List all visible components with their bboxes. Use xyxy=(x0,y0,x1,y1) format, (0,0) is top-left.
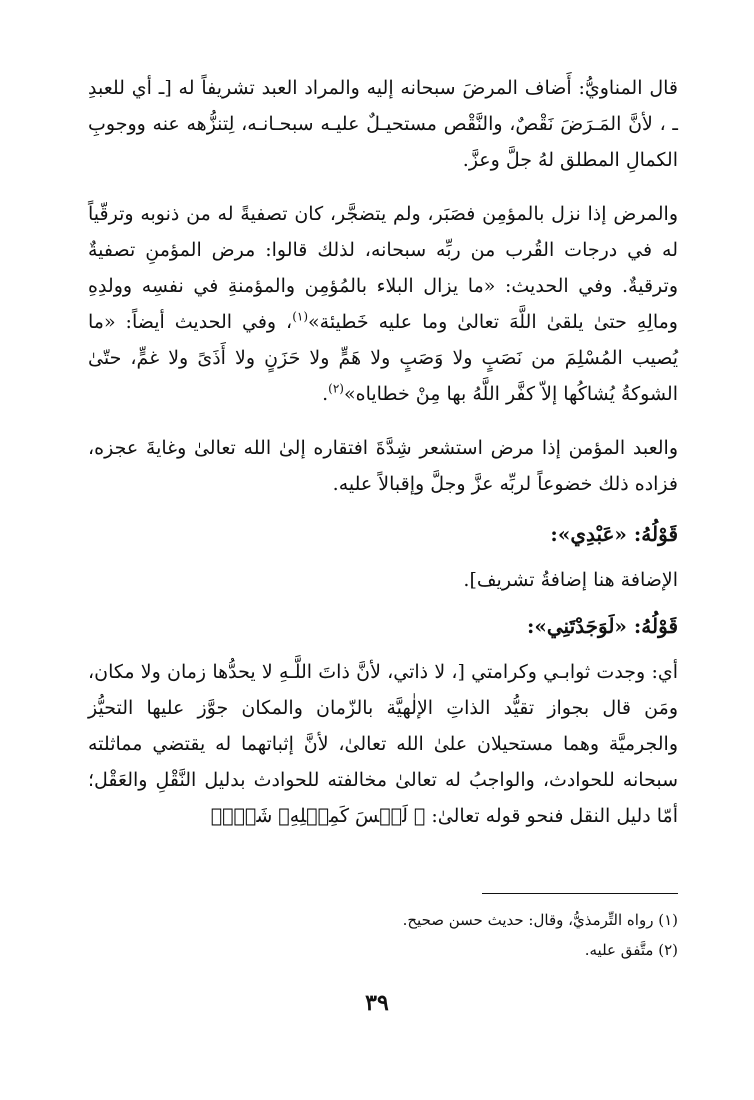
paragraph-2 xyxy=(88,196,678,412)
footnotes xyxy=(88,905,678,965)
heading-lawajadtani-label: قَوْلُهُ: xyxy=(633,614,678,638)
footnote-1-text: رواه التِّرمذيُّ، وقال: حديث حسن صحيح. xyxy=(402,911,654,929)
paragraph-3 xyxy=(88,430,678,502)
main-text xyxy=(88,70,678,852)
paragraph-1 xyxy=(88,70,678,178)
paragraph-4-text: الإضافة هنا إضافةُ تشريف]. xyxy=(463,569,678,591)
paragraph-1-text: قال المناويُّ: أَضاف المرضَ سبحانه إليه والمراد العبد تشريفاً له [ـ أي للعبدِ ـ ، لأنَّ المَـرَضَ نَقْصٌ، والنَّقْص مستحيـلٌ عليـه سبحـانـه، لِتنزُّهه عنه ووجوبِ الكمالِ المطلق لهُ جلَّ وعزَّ. xyxy=(88,77,678,171)
paragraph-2-text-b: ، وفي الحديث أيضاً: «ما يُصيب المُسْلِمَ من نَصَبٍ ولا وَصَبٍ ولا هَمٍّ ولا حَزَنٍ ولا أَذَىً ولا غمٍّ، حتّىٰ الشوكةُ يُشاكُها إلاّ كفَّر اللَّهُ بها مِنْ خطاياه» xyxy=(88,311,678,405)
paragraph-5-text: أي: وجدت ثوابـي وكرامتي [، لا ذاتي، لأنَّ ذاتَ اللَّـهِ لا يحدُّها زمان ولا مكان، ومَن قال بجواز تقيُّد الذاتِ الإلٰهيَّة بالزّمان والمكان جوَّز عليها التحيُّز والجرميَّة وهما مستحيلان علىٰ الله تعالىٰ، لأنَّ إثباتهما له يقتضي مماثلته سبحانه للحوادث، والواجبُ له تعالىٰ مخالفته للحوادث بدليل النَّقْلِ والعَقْل؛ أمّا دليل النقل فنحو قوله تعالىٰ: ﴿ لَيۡسَ كَمِثۡلِهِۦ شَيۡءٞ xyxy=(88,661,678,827)
heading-abdi xyxy=(88,516,678,552)
paragraph-2-text-a: والمرض إذا نزل بالمؤمِن فصَبَر، ولم يتضجَّر، كان تصفيةً له من ذنوبه وترقّياً له في درجات القُرب من ربِّه سبحانه، لذلك قالوا: مرض المؤمنِ تصفيةٌ وترقيةٌ. وفي الحديث: «ما يزال البلاء بالمُؤمِن والمؤمنةِ في نفسِه وولدِهِ ومالِهِ حتىٰ يلقىٰ اللَّهَ تعالىٰ وما عليه خَطيئة» xyxy=(88,203,678,333)
page-number: ٣٩ xyxy=(365,990,389,1016)
paragraph-3-text: والعبد المؤمن إذا مرض استشعر شِدَّةَ افتقاره إلىٰ الله تعالىٰ وغايةَ عجزه، فزاده ذلك خضوعاً لربِّه عزَّ وجلَّ وإقبالاً عليه. xyxy=(88,437,678,495)
heading-lawajadtani xyxy=(88,608,678,644)
footnote-ref-2[interactable]: (٢) xyxy=(328,381,344,396)
footnote-2-text: متَّفق عليه. xyxy=(584,941,654,959)
footnote-2 xyxy=(88,935,678,965)
heading-abdi-term: «عَبْدِي» xyxy=(557,522,627,546)
footnote-1-number: (١) xyxy=(658,911,678,929)
paragraph-5 xyxy=(88,654,678,834)
footnote-2-number: (٢) xyxy=(658,941,678,959)
heading-lawajadtani-term: «لَوَجَدْتَنِي» xyxy=(534,614,627,638)
footnote-1 xyxy=(88,905,678,935)
footnote-divider xyxy=(482,893,678,894)
footnote-ref-1[interactable]: (١) xyxy=(292,309,309,324)
heading-abdi-colon: : xyxy=(550,522,558,546)
paragraph-4 xyxy=(88,562,678,598)
heading-lawajadtani-colon: : xyxy=(526,614,535,638)
paragraph-2-text-c: . xyxy=(322,383,329,405)
heading-abdi-label: قَوْلُهُ: xyxy=(633,522,678,546)
